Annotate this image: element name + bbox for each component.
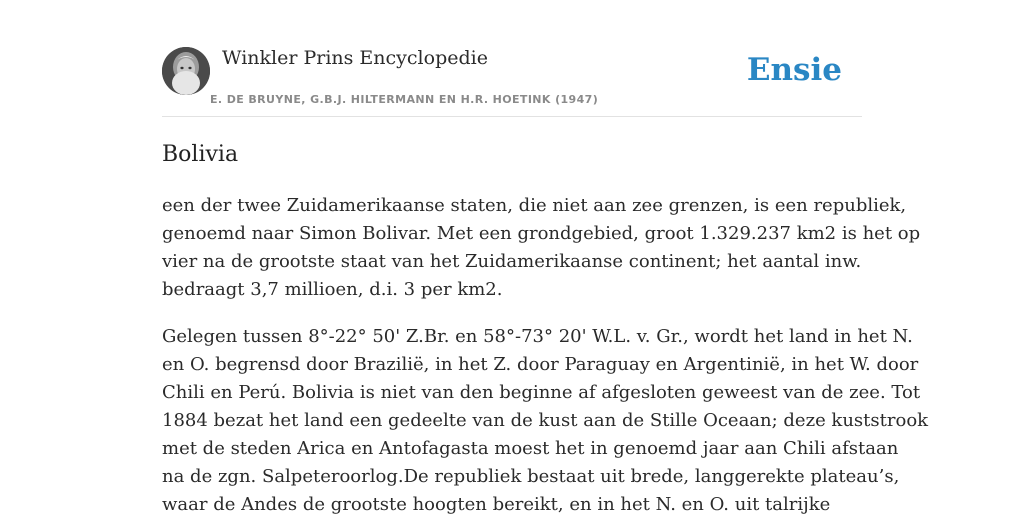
site-title[interactable]: Winkler Prins Encyclopedie xyxy=(222,47,488,69)
article-title: Bolivia xyxy=(162,142,239,167)
brand-logo-link[interactable]: Ensie xyxy=(746,52,842,88)
paragraph-line: na de zgn. Salpeteroorlog.De republiek bestaat uit brede, langgerekte plateau’s, xyxy=(162,466,900,487)
avatar-portrait-image xyxy=(162,47,210,95)
article xyxy=(162,138,929,519)
article-paragraph-2 xyxy=(162,323,929,519)
paragraph-line: bedraagt 3,7 millioen, d.i. 3 per km2. xyxy=(162,279,503,300)
paragraph-line: vier na de grootste staat van het Zuidamerikaanse continent; het aantal inw. xyxy=(162,251,862,272)
paragraph-line: 1884 bezat het land een gedeelte van de kust aan de Stille Oceaan; deze kuststrook xyxy=(162,410,929,431)
paragraph-line: Gelegen tussen 8°-22° 50' Z.Br. en 58°-73° 20' W.L. v. Gr., wordt het land in het N. xyxy=(162,326,913,347)
paragraph-line: met de steden Arica en Antofagasta moest het in genoemd jaar aan Chili afstaan xyxy=(162,438,899,459)
site-authors: E. DE BRUYNE, G.B.J. HILTERMANN EN H.R. HOETINK (1947) xyxy=(210,93,599,106)
paragraph-line: Chili en Perú. Bolivia is niet van den beginne af afgesloten geweest van de zee. Tot xyxy=(162,382,921,403)
site-header xyxy=(162,46,862,117)
paragraph-line: genoemd naar Simon Bolivar. Met een grondgebied, groot 1.329.237 km2 is het op xyxy=(162,223,921,244)
paragraph-line: en O. begrensd door Brazilië, in het Z. door Paraguay en Argentinië, in het W. door xyxy=(162,354,919,375)
author-avatar[interactable] xyxy=(162,47,210,95)
paragraph-line: een der twee Zuidamerikaanse staten, die niet aan zee grenzen, is een republiek, xyxy=(162,195,907,216)
article-paragraph-1 xyxy=(162,192,921,304)
paragraph-line: waar de Andes de grootste hoogten bereikt, en in het N. en O. uit talrijke xyxy=(162,494,831,515)
